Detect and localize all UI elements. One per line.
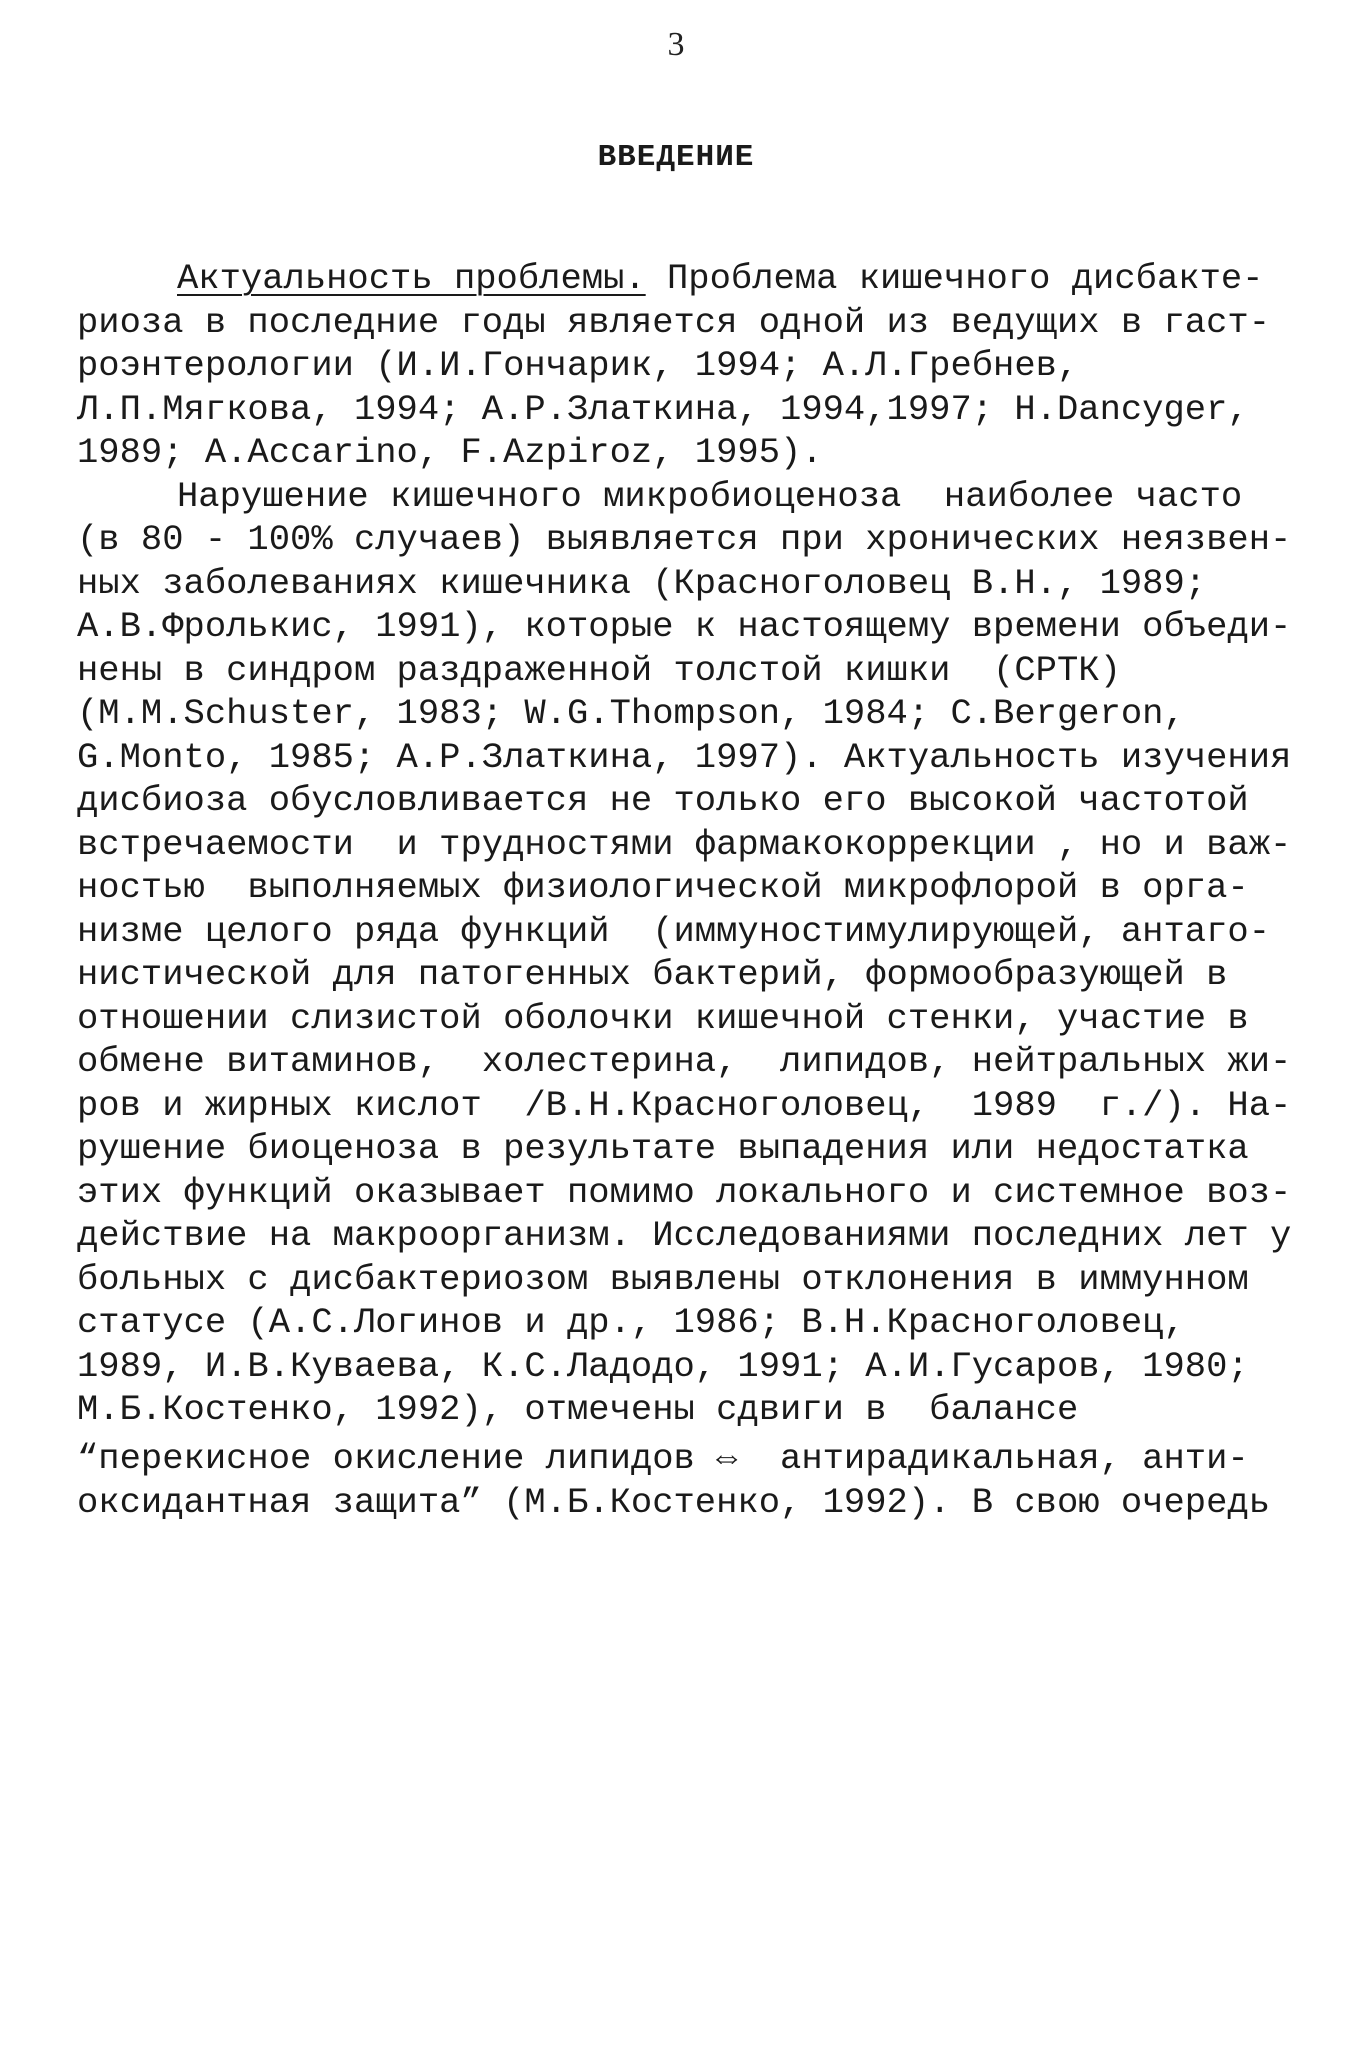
text-line-1 bbox=[177, 254, 1264, 304]
text-line: ностью выполняемых физиологической микрофлорой в орга- bbox=[77, 867, 1249, 908]
text-line: нены в синдром раздраженной толстой кишки (СРТК) bbox=[77, 649, 1121, 691]
topic-lead-in: Актуальность проблемы. bbox=[177, 258, 646, 299]
text-line: М.Б.Костенко, 1992), отмечены сдвиги в балансе bbox=[77, 1389, 1079, 1430]
text-line: Л.П.Мягкова, 1994; А.Р.Златкина, 1994,1997; H.Dancyger, bbox=[77, 388, 1249, 430]
text-line: рушение биоценоза в результате выпадения или недостатка bbox=[77, 1128, 1249, 1169]
text-line: встречаемости и трудностями фармакокоррекции , но и важ- bbox=[77, 823, 1292, 865]
text-line: А.В.Фролькис, 1991), которые к настоящему времени объеди- bbox=[77, 606, 1292, 647]
text-line: нистической для патогенных бактерий, формообразующей в bbox=[77, 954, 1228, 995]
text-line: 1989; A.Accarino, F.Azpiroz, 1995). bbox=[77, 432, 823, 473]
text-line: риоза в последние годы является одной из ведущих в гаст- bbox=[77, 301, 1270, 343]
text-line: ров и жирных кислот /В.Н.Красноголовец, 1989 г./). На- bbox=[77, 1084, 1292, 1126]
text-line: роэнтерологии (И.И.Гончарик, 1994; А.Л.Гребнев, bbox=[77, 345, 1079, 386]
text-line: обмене витаминов, холестерина, липидов, нейтральных жи- bbox=[77, 1041, 1292, 1082]
text-line: (M.M.Schuster, 1983; W.G.Thompson, 1984; C.Bergeron, bbox=[77, 693, 1185, 734]
text-line: действие на макроорганизм. Исследованиями последних лет у bbox=[77, 1215, 1292, 1256]
text-line: отношении слизистой оболочки кишечной стенки, участие в bbox=[77, 997, 1249, 1039]
text-line: оксидантная защита” (М.Б.Костенко, 1992). В свою очередь bbox=[77, 1482, 1270, 1523]
text-line: Нарушение кишечного микробиоценоза наиболее часто bbox=[177, 475, 1243, 517]
text-line-1-rest: Проблема кишечного дисбакте- bbox=[645, 258, 1264, 299]
text-line: (в 80 - 100% случаев) выявляется при хронических неязвен- bbox=[77, 519, 1292, 560]
section-heading: ВВЕДЕНИЕ bbox=[597, 140, 755, 175]
text-line: статусе (А.С.Логинов и др., 1986; В.Н.Красноголовец, bbox=[77, 1302, 1185, 1343]
text-line: низме целого ряда функций (иммуностимулирующей, антаго- bbox=[77, 910, 1270, 952]
text-line: дисбиоза обусловливается не только его высокой частотой bbox=[77, 780, 1249, 821]
text-line: больных с дисбактериозом выявлены отклонения в иммунном bbox=[77, 1258, 1249, 1300]
text-line: 1989, И.В.Куваева, К.С.Ладодо, 1991; А.И.Гусаров, 1980; bbox=[77, 1345, 1249, 1387]
text-line: этих функций оказывает помимо локального и системное воз- bbox=[77, 1171, 1292, 1213]
page-number: 3 bbox=[667, 26, 685, 63]
text-line: G.Monto, 1985; А.Р.Златкина, 1997). Актуальность изучения bbox=[77, 736, 1292, 778]
text-line: “перекисное окисление липидов ⇔ антирадикальная, анти- bbox=[77, 1438, 1249, 1479]
text-line: ных заболеваниях кишечника (Красноголовец В.Н., 1989; bbox=[77, 562, 1207, 604]
